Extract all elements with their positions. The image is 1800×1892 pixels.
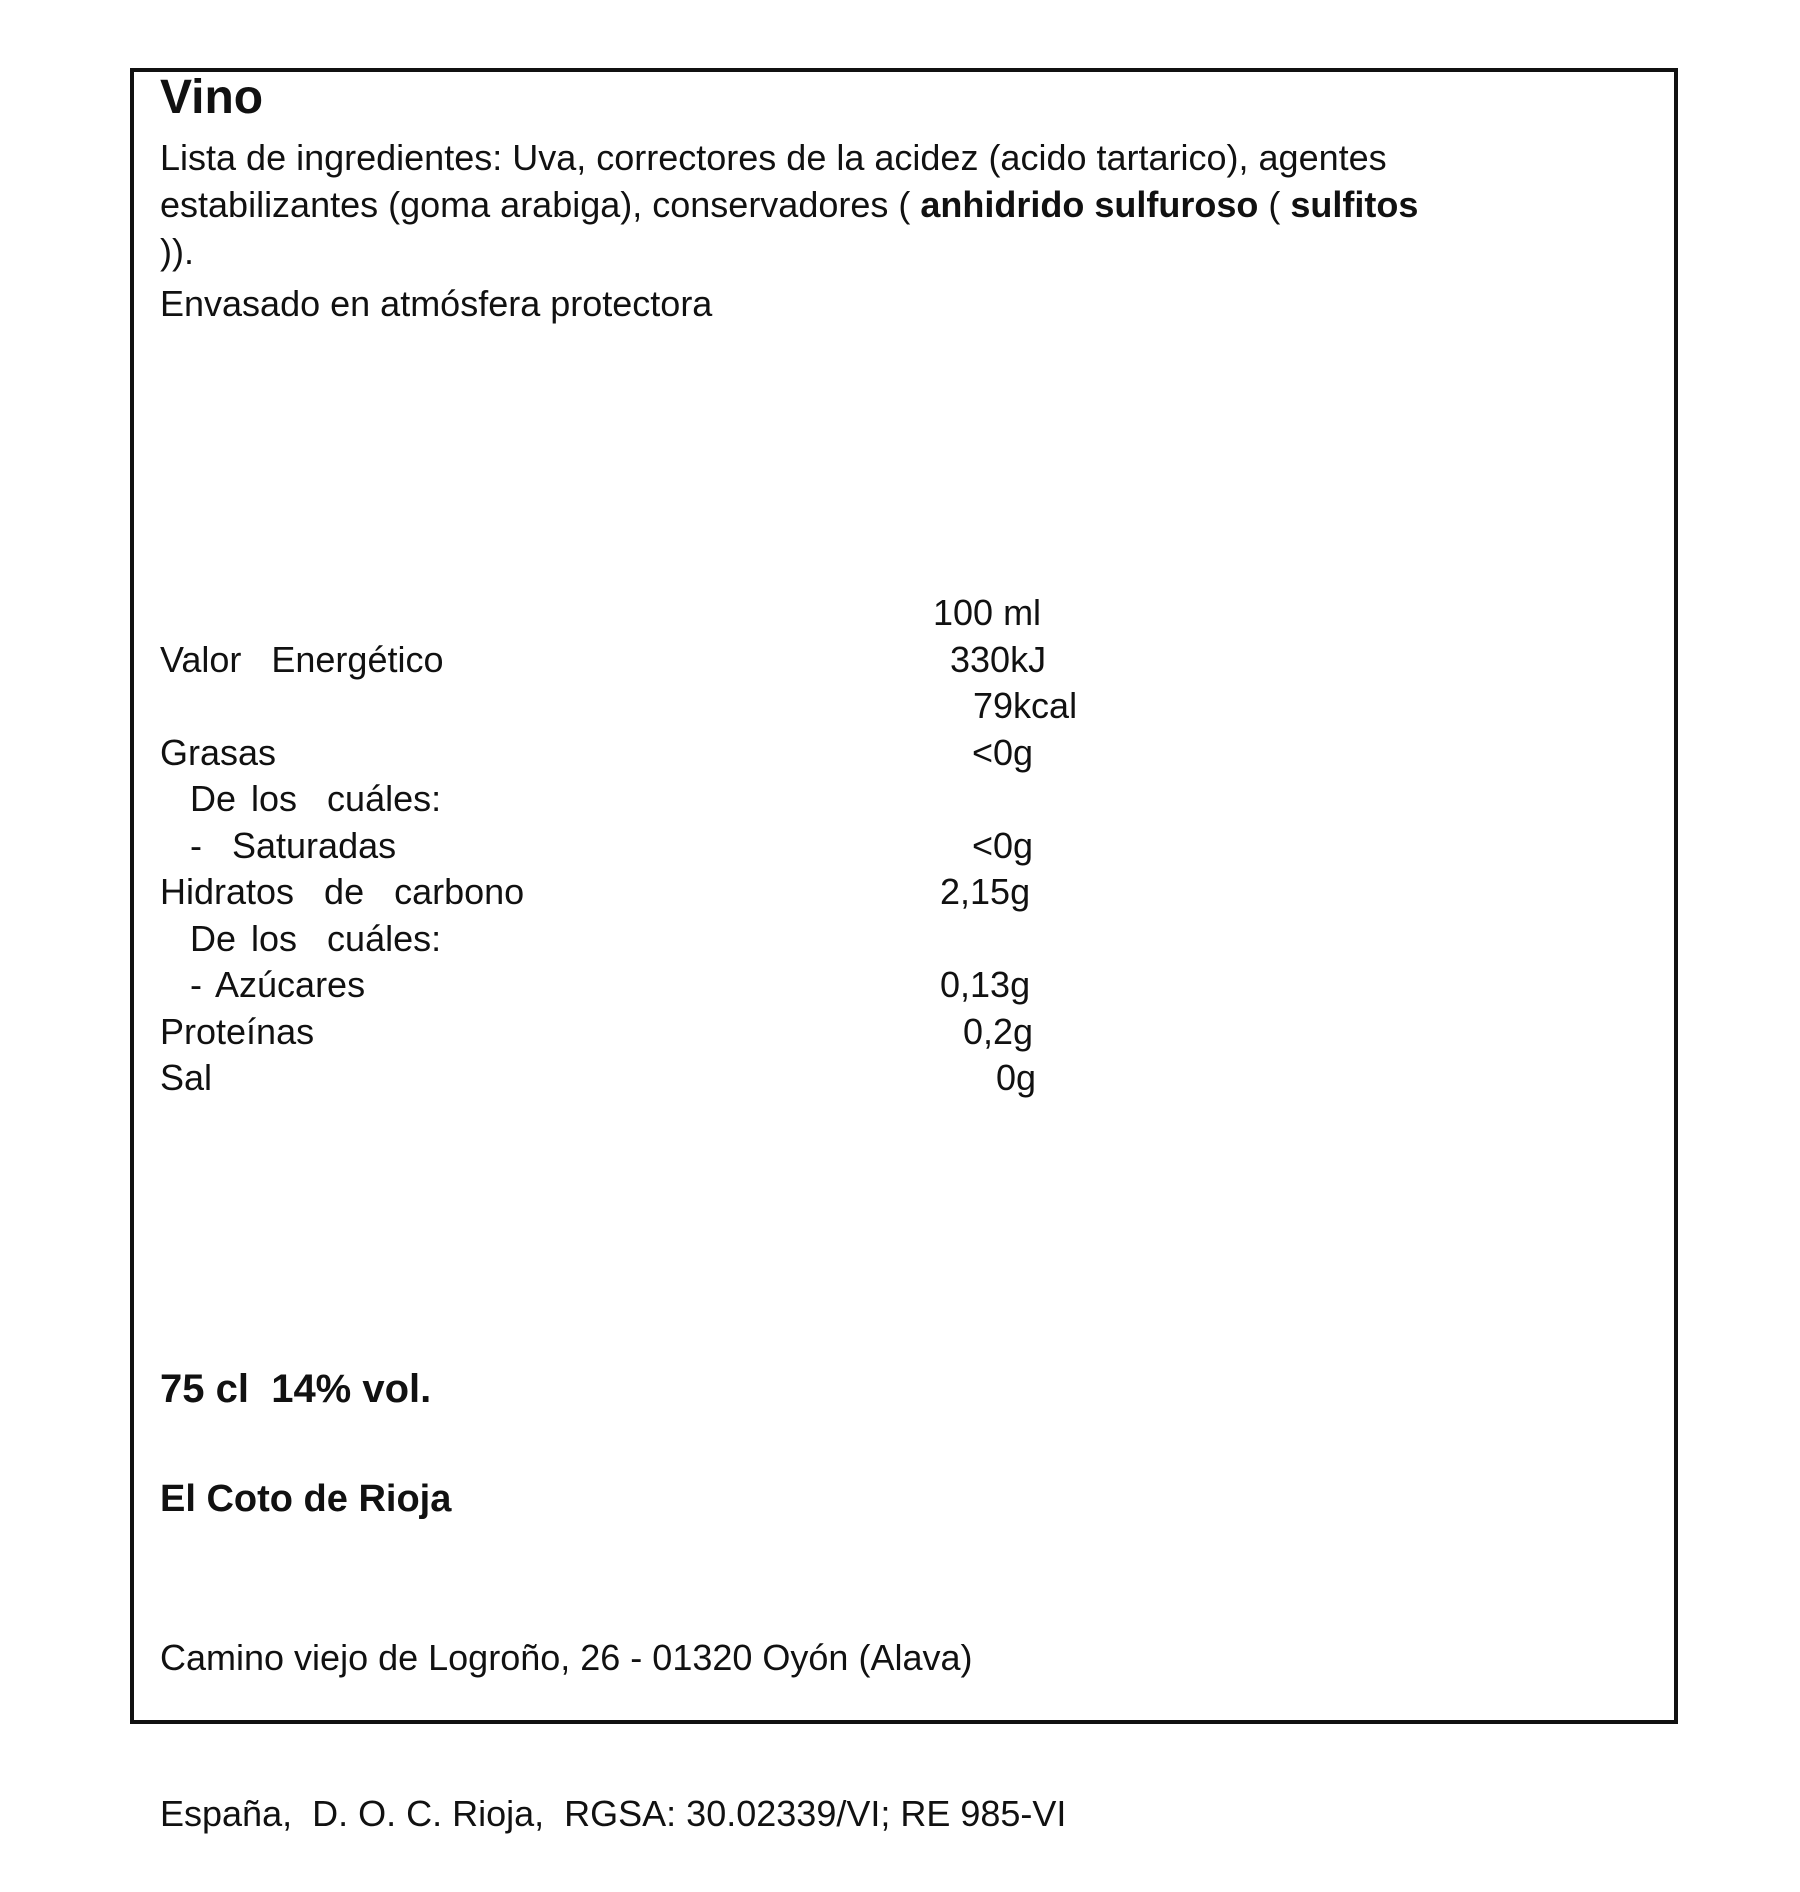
nutrition-row: [160, 962, 1120, 1009]
ingredients-line-3: )).: [160, 231, 194, 272]
nutrient-value: <0g: [972, 824, 1034, 866]
address-line-1: Camino viejo de Logroño, 26 - 01320 Oyón (Alava): [160, 1637, 973, 1678]
producer-name: El Coto de Rioja: [160, 1478, 452, 1520]
nutrient-label: - Azúcares: [160, 964, 366, 1005]
ingredients-text: estabilizantes (goma arabiga), conservadores (: [160, 184, 921, 225]
nutrient-value: 0g: [996, 1057, 1037, 1098]
volume-abv: 75 cl 14% vol.: [160, 1367, 432, 1411]
nutrient-label: - Saturadas: [160, 824, 397, 866]
nutrition-table: [160, 590, 1120, 1102]
ingredients-line-2: [160, 181, 1620, 228]
nutrient-value: 330kJ: [950, 638, 1047, 680]
nutrition-header-row: [160, 590, 1120, 637]
ingredients-list: [160, 134, 1620, 275]
nutrient-label: Grasas: [160, 731, 277, 773]
nutrition-row: [160, 1009, 1120, 1056]
nutrition-row: [160, 776, 1120, 823]
nutrient-label: Valor Energético: [160, 638, 444, 680]
allergen-sulfitos: sulfitos: [1290, 184, 1419, 225]
nutrition-row: [160, 916, 1120, 963]
nutrient-value: 0,2g: [963, 1010, 1034, 1052]
packaging-note: Envasado en atmósfera protectora: [160, 283, 713, 324]
ingredients-text: (: [1258, 184, 1291, 225]
product-title: Vino: [160, 71, 264, 124]
allergen-anhidrido-sulfuroso: anhidrido sulfuroso: [920, 184, 1259, 225]
nutrient-label: De los cuáles:: [160, 917, 442, 959]
nutrient-label: Hidratos de carbono: [160, 871, 525, 912]
ingredients-line-1: Lista de ingredientes: Uva, correctores de la acidez (acido tartarico), agentes: [160, 137, 1387, 178]
nutrition-header: 100 ml: [933, 592, 1042, 633]
nutrient-label: Proteínas: [160, 1010, 315, 1052]
nutrition-row: [160, 683, 1120, 730]
nutrient-value: <0g: [972, 731, 1034, 773]
nutrition-row: [160, 637, 1120, 684]
nutrition-row: [160, 823, 1120, 870]
nutrition-row: [160, 730, 1120, 777]
producer-address: [160, 1528, 1066, 1892]
address-line-2: España, D. O. C. Rioja, RGSA: 30.02339/VI; RE 985-VI: [160, 1793, 1067, 1834]
nutrition-row: [160, 869, 1120, 916]
nutrient-label: Sal: [160, 1057, 213, 1098]
nutrient-value: 2,15g: [940, 871, 1031, 912]
nutrient-value: 0,13g: [940, 964, 1031, 1005]
nutrient-label: De los cuáles:: [160, 778, 442, 819]
nutrient-value: 79kcal: [973, 685, 1078, 726]
nutrition-row: [160, 1055, 1120, 1102]
